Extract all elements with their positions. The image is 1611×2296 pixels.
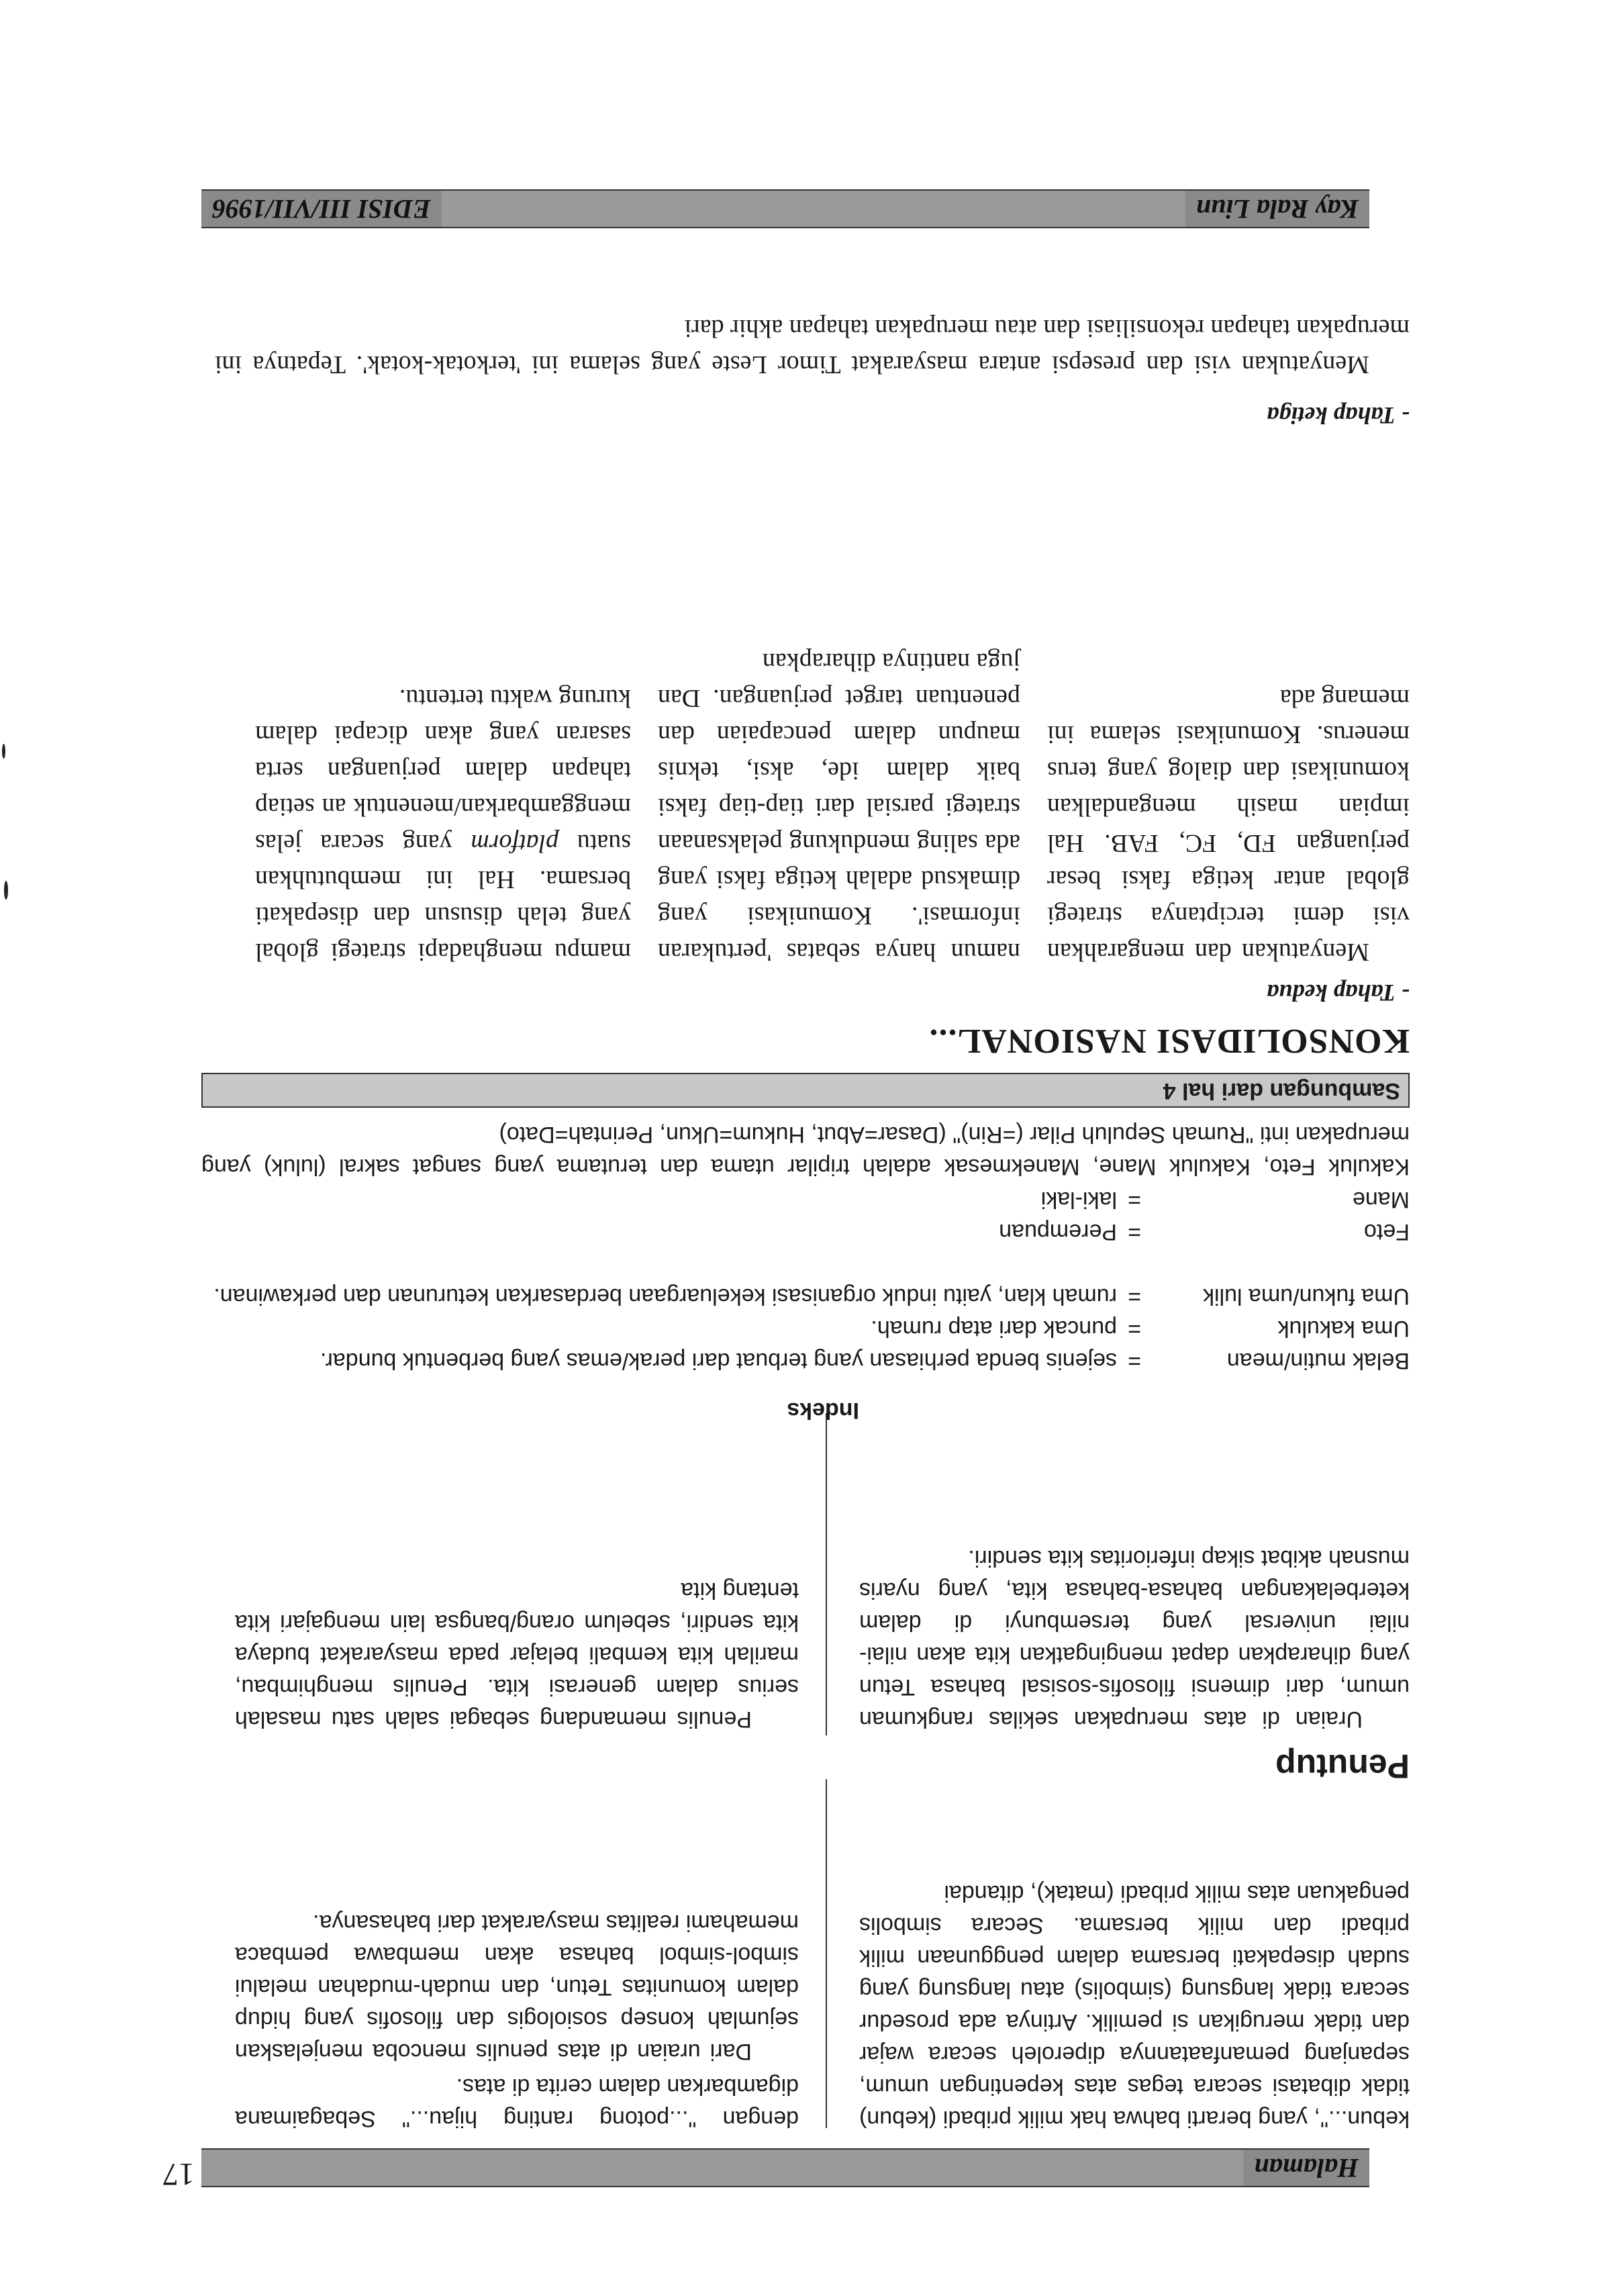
section-title: Halaman bbox=[1243, 2150, 1369, 2186]
index-row: Mane=laki-laki bbox=[1040, 1187, 1410, 1212]
penutup-heading: Penutup bbox=[1275, 1748, 1410, 1785]
masthead-band bbox=[201, 189, 1369, 228]
index-row: Belak mutin/mean=sejenis benda perhiasan yang terbuat dari perak/emas yang berbentuk bundar. bbox=[320, 1348, 1410, 1374]
paragraph-kebun: kebun...", yang berarti bahwa hak milik pribadi (kebun) tidak dibatasi secara tegas atas kepentingan umum, sepanjang pemanfaatannya diperoleh secara wajar dan tidak merugikan si pemilik. Artinya ada prosedur secara tidak langsung (simbolis) atau langsung yang sudah disepakati bersama dalam penggunaan milik pribadi dan milik bersama. Secara simbolis pengakuan atas milik pribadi (matak), ditandai bbox=[859, 1880, 1410, 2132]
continued-from-bar bbox=[201, 1073, 1410, 1108]
publication-title: Kay Rala Liun bbox=[1185, 191, 1369, 227]
article-title: KONSOLIDASI NASIONAL... bbox=[928, 1022, 1410, 1060]
subheading-tahap-ketiga: - Tahap ketiga bbox=[1267, 402, 1410, 429]
index-row: Uma kakuluk=puncak dari atap rumah. bbox=[871, 1316, 1410, 1341]
paragraph-dari-uraian: Dari uraian di atas penulis mencoba menjelaskan sejumlah konsep sosiologis dan filosofis yang hidup dalam komunitas Tetun, dan mudah-mudahan melalui simbol-simbol bahasa akan membawa pembaca memahami realitas masyarakat dari bahasanya. bbox=[235, 1910, 799, 2064]
edition-label: EDISI III/VII/1996 bbox=[201, 191, 442, 227]
scan-mark bbox=[2, 744, 5, 759]
konsolidasi-col3: mampu menghadapi strategi global yang telah disusun dan disepakati bersama. Hal ini membutuhkan suatu platform yang secara jelas menggambarkan/menentuk an setiap tahapan dalam perjuangan serta sasaran yang akan dicapai dalam kurung waktu tertentu. bbox=[255, 684, 631, 966]
page-number: 17 bbox=[162, 2156, 195, 2192]
index-row: Uma fukun/uma lulik=rumah klan, yaitu induk organisasi kekeluargaan berdasarkan keturunan dan perkawinan. bbox=[213, 1284, 1410, 1309]
konsolidasi-col2: namun hanya sebatas 'pertukaran informasi'. Komunikasi yang dimaksud adalah ketiga faksi yang ada saling mendukung pelaksanaan strategi parsial dari tiap-tiap faksi baik dalam ide, aksi, teknis maupun dalam pencapaian dan penentuan target perjuangan. Dan juga nantinya diharapkan bbox=[658, 648, 1020, 966]
penutup-right: Penulis memandang sebagai salah satu masalah serius dalam generasi kita. Penulis menghimbau, marilah kita kembali belajar pada masyarakat budaya kita sendiri, sebelum orang/bangsa lain mengajari kita tentang kita bbox=[235, 1578, 799, 1732]
scan-mark bbox=[4, 881, 8, 900]
index-row: Feto=Perempuan bbox=[999, 1219, 1410, 1245]
indeks-heading: Indeks bbox=[787, 1398, 859, 1423]
column-divider-2 bbox=[826, 1413, 827, 1735]
index-note: Kakuluk Feto, Kakuluk Mane, Manekmesak adalah tripilar utama dan terutama yang sangat sakral (luluk) yang merupakan inti "Rumah Sepuluh Pilar (=Rin)" (Dasar=Abut, Hukum=Ukun, Perintah=Dato) bbox=[201, 1122, 1410, 1180]
subheading-tahap-kedua: - Tahap kedua bbox=[1267, 979, 1410, 1006]
konsolidasi-col1: Menyatukan dan mengarahkan visi demi terciptanya strategi global antar ketiga faksi besar perjuangan FD, FC, FAB. Hal impian masih mengandalkan komunikasi dan dialog yang terus menerus. Komunikasi selama ini memang ada bbox=[1047, 684, 1410, 966]
section-band bbox=[201, 2148, 1369, 2187]
column-divider bbox=[826, 1779, 827, 2128]
tahap-ketiga-text: Menyatukan visi dan presepsi antara masyarakat Timor Leste yang selama ini 'terkotak-kotak'. Tepatnya ini merupakan tahapan rekonsiliasi dan atau merupakan tahapan akhir dari bbox=[215, 314, 1410, 379]
continued-from-label: Sambungan dari hal 4 bbox=[1163, 1078, 1400, 1104]
penutup-left: Uraian di atas merupakan sekilas rangkuman umum, dari dimensi filosofis-sosisal bahasa Tetun yang diharapkan dapat mengingatkan kita akan nilai-nilai universal yang tersembunyi di dalam keterbelakangan bahasa-bahasa kita, yang nyaris musnah akibat sikap inferioritas kita sendiri. bbox=[859, 1545, 1410, 1732]
paragraph-dengan: dengan "...potong ranting hijau..." Sebagaimana digambarkan dalam cerita di atas. bbox=[235, 2074, 799, 2132]
